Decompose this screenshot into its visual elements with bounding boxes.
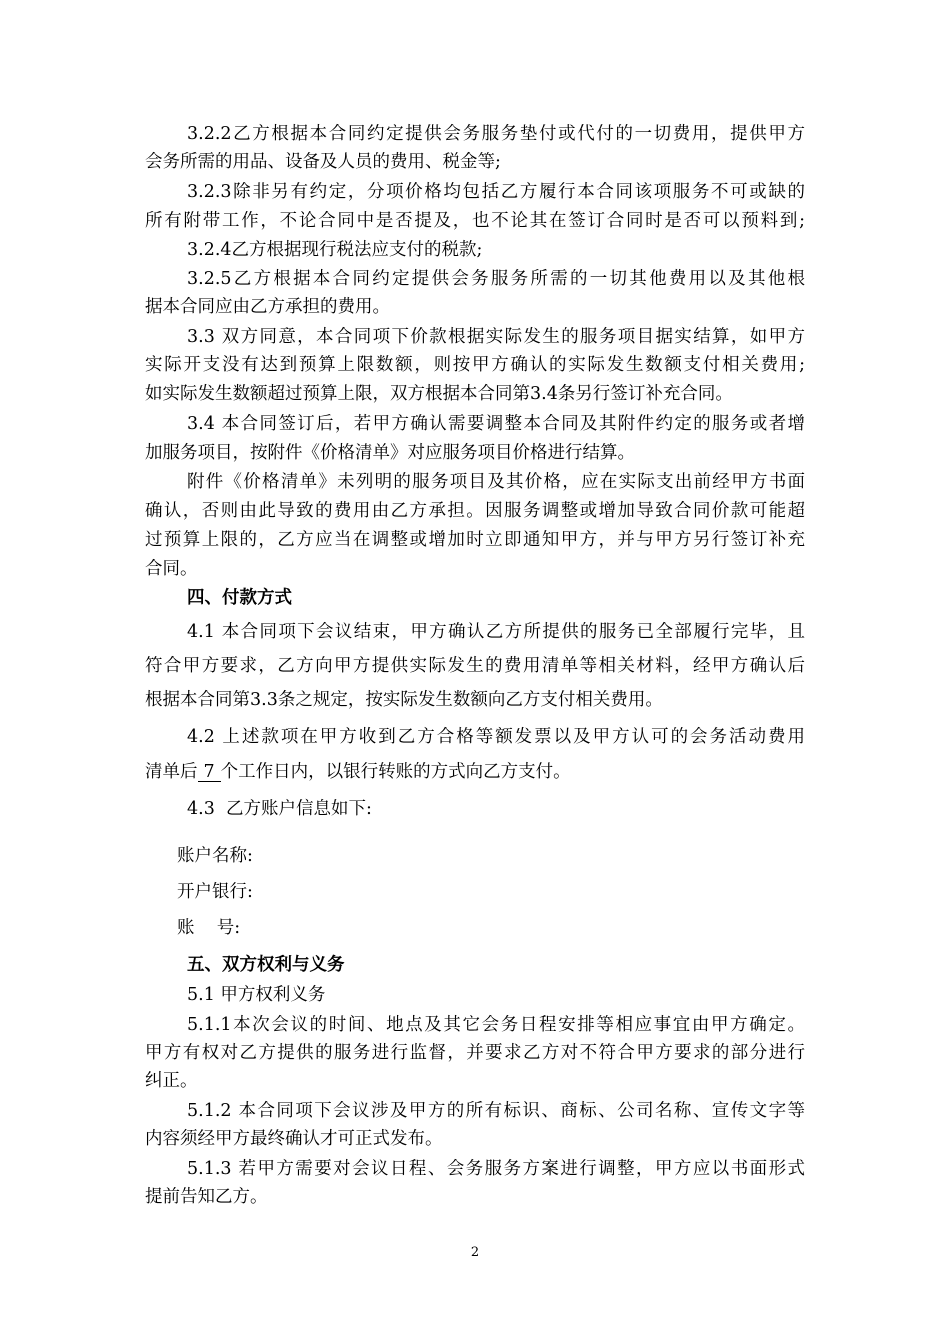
account-name-label: 账户名称:: [177, 846, 253, 866]
clause-3-2-5-line-1: 3.2.5乙方根据本合同约定提供会务服务所需的一切其他费用以及其他根: [187, 269, 805, 289]
clause-5-1-3-line-2: 提前告知乙方。: [145, 1187, 268, 1207]
clause-4-1-line-1: 4.1 本合同项下会议结束，甲方确认乙方所提供的服务已全部履行完毕，且: [187, 622, 805, 642]
clause-5-1-1-line-3: 纠正。: [145, 1071, 198, 1091]
annex-note-line-3: 过预算上限的，乙方应当在调整或增加时立即通知甲方，并与甲方另行签订补充: [145, 530, 805, 550]
clause-5-1-1-line-1: 5.1.1本次会议的时间、地点及其它会务日程安排等相应事宜由甲方确定。: [187, 1015, 805, 1035]
clause-5-1-2-line-2: 内容须经甲方最终确认才可正式发布。: [145, 1129, 443, 1149]
clause-5-1-1-line-2: 甲方有权对乙方提供的服务进行监督，并要求乙方对不符合甲方要求的部分进行: [145, 1043, 805, 1063]
account-number-label: 账 号:: [177, 918, 241, 938]
clause-5-1-3-line-1: 5.1.3 若甲方需要对会议日程、会务服务方案进行调整，甲方应以书面形式: [187, 1159, 805, 1179]
clause-3-4-line-1: 3.4 本合同签订后，若甲方确认需要调整本合同及其附件约定的服务或者增: [187, 414, 805, 434]
clause-5-1-heading: 5.1 甲方权利义务: [187, 985, 326, 1005]
clause-3-2-3-line-2: 所有附带工作，不论合同中是否提及，也不论其在签订合同时是否可以预料到;: [145, 211, 805, 231]
clause-4-1-line-2: 符合甲方要求，乙方向甲方提供实际发生的费用清单等相关材料，经甲方确认后: [145, 656, 805, 676]
clause-4-2-line-1: 4.2 上述款项在甲方收到乙方合格等额发票以及甲方认可的会务活动费用: [187, 727, 805, 747]
annex-note-line-1: 附件《价格清单》未列明的服务项目及其价格，应在实际支出前经甲方书面: [187, 472, 805, 492]
clause-3-2-2-line-1: 3.2.2乙方根据本合同约定提供会务服务垫付或代付的一切费用，提供甲方: [187, 124, 805, 144]
clause-3-2-5-line-2: 据本合同应由乙方承担的费用。: [145, 297, 390, 317]
clause-4-3-line-1: 4.3 乙方账户信息如下:: [187, 799, 372, 819]
clause-4-1-line-3: 根据本合同第3.3条之规定，按实际发生数额向乙方支付相关费用。: [145, 690, 663, 710]
clause-3-3-line-2: 实际开支没有达到预算上限数额，则按甲方确认的实际发生数额支付相关费用;: [145, 355, 805, 375]
clause-4-2-suffix: 个工作日内，以银行转账的方式向乙方支付。: [220, 762, 571, 782]
clause-4-2-prefix: 清单后: [145, 762, 198, 782]
clause-3-3-line-3: 如实际发生数额超过预算上限，双方根据本合同第3.4条另行签订补充合同。: [145, 384, 733, 404]
clause-3-2-4-line-1: 3.2.4乙方根据现行税法应支付的税款;: [187, 240, 483, 260]
section-4-heading: 四、付款方式: [187, 588, 292, 608]
clause-3-3-line-1: 3.3 双方同意，本合同项下价款根据实际发生的服务项目据实结算，如甲方: [187, 327, 805, 347]
clause-3-2-3-line-1: 3.2.3除非另有约定，分项价格均包括乙方履行本合同该项服务不可或缺的: [187, 182, 805, 202]
payment-days-value: 7: [198, 763, 221, 782]
account-bank-label: 开户银行:: [177, 882, 253, 902]
clause-5-1-2-line-1: 5.1.2 本合同项下会议涉及甲方的所有标识、商标、公司名称、宣传文字等: [187, 1101, 805, 1121]
annex-note-line-4: 合同。: [145, 559, 198, 579]
page-number: 2: [470, 1245, 480, 1260]
clause-3-2-2-line-2: 会务所需的用品、设备及人员的费用、税金等;: [145, 152, 501, 172]
annex-note-line-2: 确认，否则由此导致的费用由乙方承担。因服务调整或增加导致合同价款可能超: [145, 501, 805, 521]
clause-4-2-line-2: [145, 762, 805, 782]
section-5-heading: 五、双方权利与义务: [187, 955, 345, 975]
clause-3-4-line-2: 加服务项目，按附件《价格清单》对应服务项目价格进行结算。: [145, 443, 635, 463]
